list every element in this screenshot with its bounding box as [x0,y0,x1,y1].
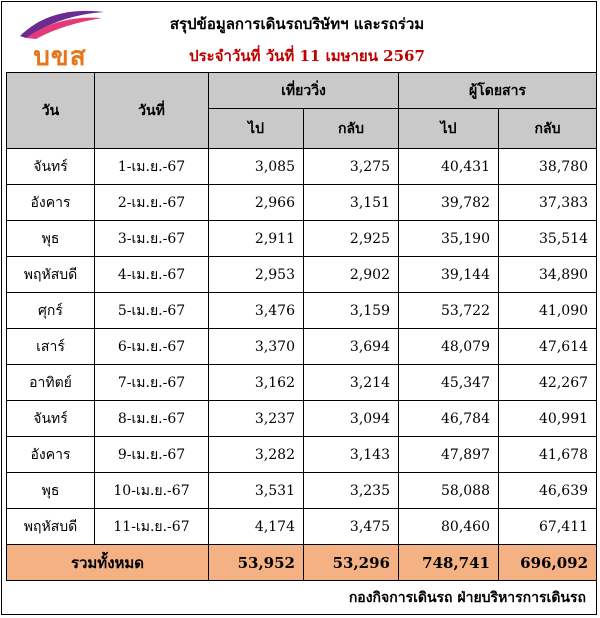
row-pax-out: 39,144 [399,257,499,293]
summary-table [6,72,597,581]
logo-text: บขส [33,42,87,72]
report-frame [1,1,597,615]
row-trips-out: 3,085 [209,149,304,185]
row-pax-out: 35,190 [399,221,499,257]
total-trips-back: 53,296 [304,545,399,581]
row-day: ศุกร์ [7,293,95,329]
row-date: 3-เม.ย.-67 [95,221,209,257]
row-trips-back: 3,094 [304,401,399,437]
col-header-trips: เที่ยววิ่ง [209,73,399,109]
row-pax-back: 41,678 [499,437,597,473]
row-date: 9-เม.ย.-67 [95,437,209,473]
col-header-pax-back: กลับ [499,109,597,149]
table-row [7,149,597,185]
table-row [7,293,597,329]
row-trips-back: 3,159 [304,293,399,329]
row-pax-back: 47,614 [499,329,597,365]
row-trips-out: 2,911 [209,221,304,257]
total-label: รวมทั้งหมด [7,545,209,581]
row-pax-back: 42,267 [499,365,597,401]
row-pax-out: 45,347 [399,365,499,401]
table-row [7,473,597,509]
row-trips-back: 3,275 [304,149,399,185]
row-pax-out: 40,431 [399,149,499,185]
report-title: สรุปข้อมูลการเดินรถบริษัทฯ และรถร่วม [169,15,425,33]
row-day: พุธ [7,221,95,257]
table-row [7,257,597,293]
row-trips-back: 3,151 [304,185,399,221]
row-trips-out: 3,282 [209,437,304,473]
row-pax-out: 39,782 [399,185,499,221]
row-trips-back: 3,235 [304,473,399,509]
col-header-passengers: ผู้โดยสาร [399,73,597,109]
row-date: 5-เม.ย.-67 [95,293,209,329]
row-day: จันทร์ [7,401,95,437]
row-trips-back: 3,214 [304,365,399,401]
row-date: 8-เม.ย.-67 [95,401,209,437]
row-day: พฤหัสบดี [7,257,95,293]
row-pax-back: 37,383 [499,185,597,221]
row-pax-back: 34,890 [499,257,597,293]
total-pax-out: 748,741 [399,545,499,581]
row-day: พฤหัสบดี [7,509,95,545]
row-trips-back: 2,925 [304,221,399,257]
row-date: 11-เม.ย.-67 [95,509,209,545]
row-pax-out: 48,079 [399,329,499,365]
row-pax-back: 41,090 [499,293,597,329]
row-pax-out: 46,784 [399,401,499,437]
row-date: 10-เม.ย.-67 [95,473,209,509]
col-header-trips-back: กลับ [304,109,399,149]
row-pax-out: 47,897 [399,437,499,473]
row-trips-back: 2,902 [304,257,399,293]
row-trips-out: 2,966 [209,185,304,221]
row-day: พุธ [7,473,95,509]
table-row [7,221,597,257]
row-trips-back: 3,694 [304,329,399,365]
row-pax-out: 80,460 [399,509,499,545]
row-date: 1-เม.ย.-67 [95,149,209,185]
total-row [7,545,597,581]
table-row [7,329,597,365]
row-day: อาทิตย์ [7,365,95,401]
row-trips-out: 3,531 [209,473,304,509]
table-body [7,149,597,545]
row-date: 4-เม.ย.-67 [95,257,209,293]
row-pax-back: 38,780 [499,149,597,185]
row-trips-out: 3,237 [209,401,304,437]
report-date: ประจำวันที่ วันที่ 11 เมษายน 2567 [189,47,425,65]
total-pax-back: 696,092 [499,545,597,581]
row-trips-out: 3,476 [209,293,304,329]
table-row [7,365,597,401]
table-row [7,185,597,221]
table-row [7,401,597,437]
total-trips-out: 53,952 [209,545,304,581]
row-day: เสาร์ [7,329,95,365]
row-pax-back: 46,639 [499,473,597,509]
col-header-date: วันที่ [95,73,209,149]
logo-swoosh-icon [12,6,108,40]
row-day: อังคาร [7,185,95,221]
row-date: 7-เม.ย.-67 [95,365,209,401]
row-date: 6-เม.ย.-67 [95,329,209,365]
row-pax-back: 35,514 [499,221,597,257]
row-trips-back: 3,475 [304,509,399,545]
row-trips-back: 3,143 [304,437,399,473]
row-day: อังคาร [7,437,95,473]
col-header-pax-out: ไป [399,109,499,149]
row-trips-out: 2,953 [209,257,304,293]
row-pax-out: 53,722 [399,293,499,329]
table-row [7,437,597,473]
row-trips-out: 3,162 [209,365,304,401]
row-pax-back: 67,411 [499,509,597,545]
table-row [7,509,597,545]
company-logo [12,6,108,72]
row-pax-back: 40,991 [499,401,597,437]
col-header-trips-out: ไป [209,109,304,149]
row-pax-out: 58,088 [399,473,499,509]
row-trips-out: 4,174 [209,509,304,545]
row-day: จันทร์ [7,149,95,185]
row-date: 2-เม.ย.-67 [95,185,209,221]
col-header-day: วัน [7,73,95,149]
row-trips-out: 3,370 [209,329,304,365]
department-footer: กองกิจการเดินรถ ฝ่ายบริหารการเดินรถ [348,590,586,606]
